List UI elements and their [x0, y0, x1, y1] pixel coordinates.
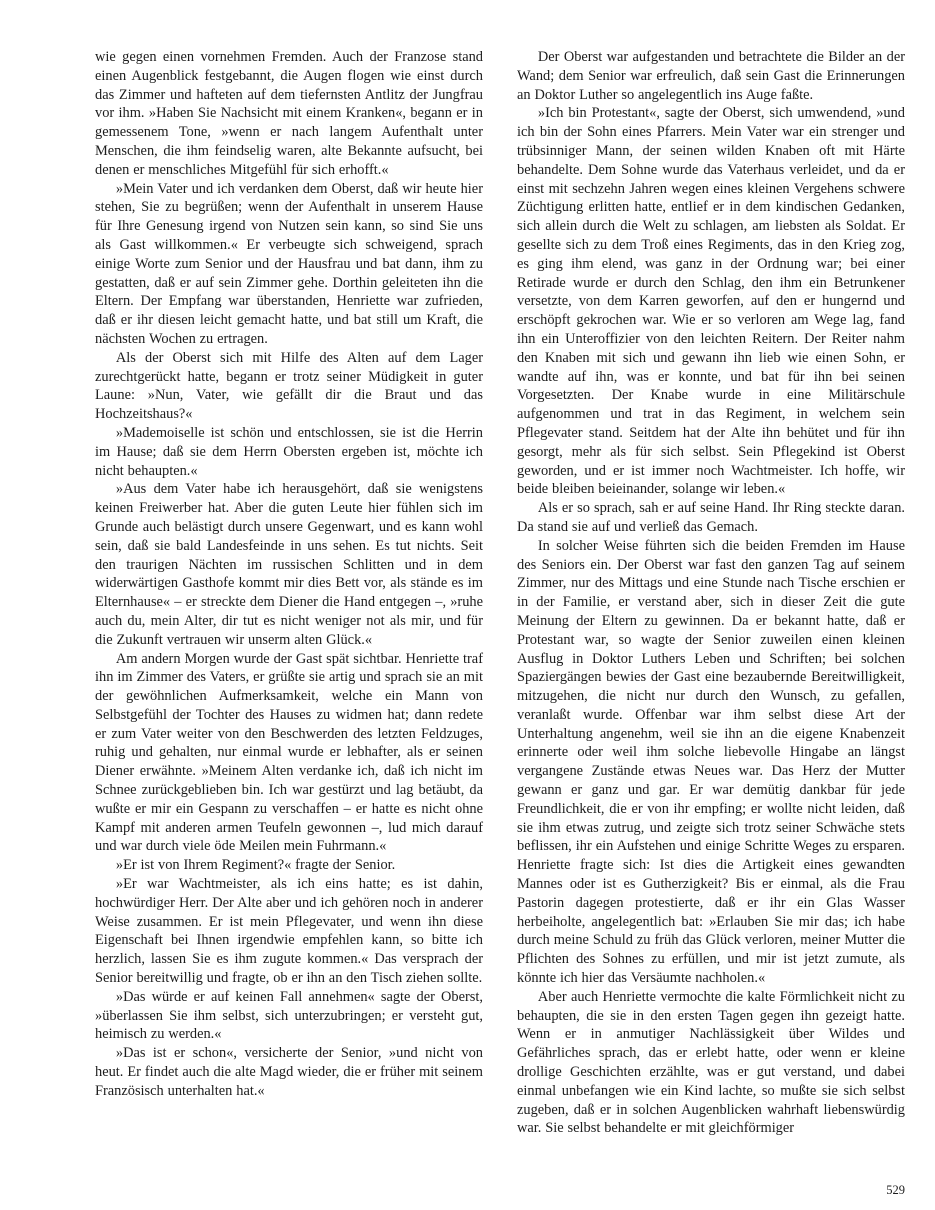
paragraph: »Mademoiselle ist schön und entschlossen, sie ist die Herrin im Hause; daß sie dem Herrn Obersten ergeben ist, möchte ich nicht behaupten.« [95, 424, 483, 479]
text-column-right [517, 48, 905, 1138]
paragraph: »Das ist er schon«, versicherte der Senior, »und nicht von heut. Er findet auch die alte Magd wieder, die er früher mit seinem Französisch unterhalten hat.« [95, 1045, 483, 1099]
paragraph: »Aus dem Vater habe ich herausgehört, daß sie wenigstens keinen Freiwerber hat. Aber die guten Leute hier fühlen sich im Grunde auch belästigt durch unsere Gegenwart, und es kann wohl sein, daß sie bald Landesfeinde in uns sehen. Es tut nichts. Seit den traurigen Nächten im russischen Schlitten und in dem widerwärtigen Gasthofe kommt mir dies Bett vor, als stände es im Elternhause« – er streckte dem Diener die Hand entgegen –, »ruhe auch du, mein Alter, dir tut es nicht weniger not als mir, und für die Zukunft vertrauen wir unserm alten Glück.« [95, 481, 483, 648]
paragraph: »Ich bin Protestant«, sagte der Oberst, sich umwendend, »und ich bin der Sohn eines Pfarrers. Mein Vater war ein strenger und trübsinniger Mann, der seinen wilden Knaben oft mit Härte behandelte. Dem Sohne wurde das Vaterhaus verleidet, und da er einst mit sechzehn Jahren wegen eines kleinen Vergehens schwere Züchtigung erlitten hatte, entlief er in dem kindischen Gedanken, sich allein durch die Welt zu schlagen, am liebsten als Soldat. Er gesellte sich zu dem Troß eines Regiments, das in den Krieg zog, es ging ihm elend, was ganz in der Ordnung war; bei einer Retirade wurde er durch den Schlag, den ihm ein Betrunkener versetzte, von dem Karren geworfen, auf den er hungernd und erschöpft gekrochen war. Wie er so verloren am Wege lag, fand ihn ein Unteroffizier von den leichten Reitern. Der Reiter nahm den Knaben mit sich und gewann ihn lieb wie einen Sohn, er wandte auf ihn, was er konnte, und bat für ihn bei seinen Vorgesetzten. Der Knabe wurde in eine Militärschule aufgenommen und trat in das Regiment, in welchem sein Pflegevater stand. Seitdem hat der Alte ihn behütet und für ihn gesorgt, mehr als für sich selbst. Sein Pflegekind ist Oberst geworden, und er ist immer noch Wachtmeister. Ich hoffe, wir beide bleiben beieinander, solange wir leben.« [517, 105, 905, 498]
paragraph: In solcher Weise führten sich die beiden Fremden im Hause des Seniors ein. Der Oberst war fast den ganzen Tag auf seinem Zimmer, nur des Mittags und eine Stunde nach Tische erschien er in der Familie, er verstand aber, sich in dieser Zeit die gute Meinung der Eltern zu gewinnen. Da er bekannt hatte, daß er Protestant war, so wagte der Senior zuweilen einen kleinen Ausflug in Doktor Luthers Leben und Schriften; bei solchen Spaziergängen bewies der Gast eine bezaubernde Bereitwilligkeit, mitzugehen, die nicht nur durch den Wunsch, zu gefallen, veranlaßt wurde. Offenbar war ihm selbst diese Art der Unterhaltung angenehm, weil sie ihn an die eigene Knabenzeit erinnerte oder weil ihm solche liebevolle Hingabe an längst vergangene Zustände etwas Neues war. Das Herz der Mutter gewann er ganz und gar. Er war demütig dankbar für jede Freundlichkeit, die er von ihr empfing; er wollte nicht leiden, daß sie ihm etwas zutrug, und zeigte sich trotz seiner Schwäche stets beflissen, ihr ein Aufstehen und einige Schritte Weges zu ersparen. Henriette fragte sich: Ist dies die Artigkeit eines gewandten Mannes oder ist es Gutherzigkeit? Bis er einmal, als die Frau Pastorin dagegen protestierte, daß er ihr ein Glas Wasser herbeiholte, angelegentlich bat: »Erlauben Sie mir das; ich habe durch meine Schuld zu früh das Glück verloren, meiner Mutter die Pflichten des Sohnes zu erfüllen, und mir ist jetzt zumute, als könnte ich hier das Versäumte nachholen.« [517, 537, 905, 987]
page-number: 529 [886, 1183, 905, 1197]
paragraph: Aber auch Henriette vermochte die kalte Förmlichkeit nicht zu behaupten, die sie in den ersten Tagen gegen ihn gezeigt hatte. Wenn er in anmutiger Nachlässigkeit über Wildes und Gefährliches sprach, das er erlebt hatte, oder wenn er kleine drollige Geschichten erzählte, was er gut verstand, und dabei einmal unbefangen wie ein Kind lachte, so mußte sie sich selbst zugeben, daß er in solchen Augenblicken wahrhaft liebenswürdig war. Sie selbst behandelte er mit gleichförmiger [517, 988, 905, 1137]
paragraph: Als er so sprach, sah er auf seine Hand. Ihr Ring steckte daran. Da stand sie auf und verließ das Gemach. [517, 500, 905, 535]
text-column-left [95, 48, 483, 1138]
paragraph: Als der Oberst sich mit Hilfe des Alten auf dem Lager zurechtgerückt hatte, begann er trotz seiner Müdigkeit in guter Laune: »Nun, Vater, wie gefällt dir die Braut und das Hochzeitshaus?« [95, 349, 483, 423]
text-columns [95, 48, 905, 1138]
paragraph: »Er ist von Ihrem Regiment?« fragte der Senior. [115, 857, 396, 874]
paragraph: »Er war Wachtmeister, als ich eins hatte; es ist dahin, hochwürdiger Herr. Der Alte aber und ich gehören noch in anderer Weise zusammen. Er ist mein Pflegevater, und wenn ihn diese Eigenschaft bei Ihnen irgendwie empfehlen kann, so bitte ich herzlich, lassen Sie es ihm zugute kommen.« Das versprach der Senior bereitwillig und fragte, ob er ihn an den Tisch ziehen sollte. [95, 876, 483, 987]
paragraph: »Das würde er auf keinen Fall annehmen« sagte der Oberst, »überlassen Sie ihm selbst, sich unterzubringen; er versteht gut, heimisch zu werden.« [95, 988, 483, 1043]
paragraph: Am andern Morgen wurde der Gast spät sichtbar. Henriette traf ihn im Zimmer des Vaters, er grüßte sie artig und sprach sie an mit der gewöhnlichen Aufmerksamkeit, welche ein Mann von Selbstgefühl der Tochter des Hauses zu widmen hat; dann redete er zum Vater weiter von den Beschwerden des letzten Feldzuges, ruhig und gehalten, nur einmal wurde er lebhafter, als er seinen Diener erwähnte. »Meinem Alten verdanke ich, daß ich nicht im Schnee zurückgeblieben bin. Ich war gestürzt und lag betäubt, da wußte er mir ein Gespann zu verschaffen – er hatte es nicht ohne Kampf mit anderen armen Teufeln gewonnen –, lud mich darauf und war durch viele öde Meilen mein Fuhrmann.« [95, 650, 483, 855]
paragraph: »Mein Vater und ich verdanken dem Oberst, daß wir heute hier stehen, Sie zu begrüßen; wenn der Aufenthalt in unserem Hause für Ihre Genesung irgend von Nutzen sein kann, so sind Sie uns als Gast willkommen.« Er verbeugte sich schweigend, sprach einige Worte zum Senior und der Hausfrau und bat dann, ihm zu gestatten, daß er auf sein Zimmer gehe. Dorthin geleiteten ihn die Eltern. Der Empfang war überstanden, Henriette war zufrieden, daß er ihr diesen leicht gemacht hatte, und bat still um Kraft, die nächsten Wochen zu ertragen. [95, 180, 483, 347]
paragraph: wie gegen einen vornehmen Fremden. Auch der Franzose stand einen Augenblick festgebannt, die Augen flogen wie einst durch das Zimmer und hafteten auf dem tiefernsten Antlitz der Jungfrau vor ihm. »Haben Sie Nachsicht mit einem Kranken«, begann er in gemessenem Tone, »wenn er nach langem Aufenthalt unter Menschen, die ihm feindselig waren, alte Bekannte aufsucht, bei denen er menschliches Mitgefühl für sich erhofft.« [95, 49, 483, 178]
paragraph: Der Oberst war aufgestanden und betrachtete die Bilder an der Wand; dem Senior war erfreulich, daß sein Gast die Erinnerungen an Doktor Luther so angelegentlich ins Auge faßte. [517, 49, 905, 103]
